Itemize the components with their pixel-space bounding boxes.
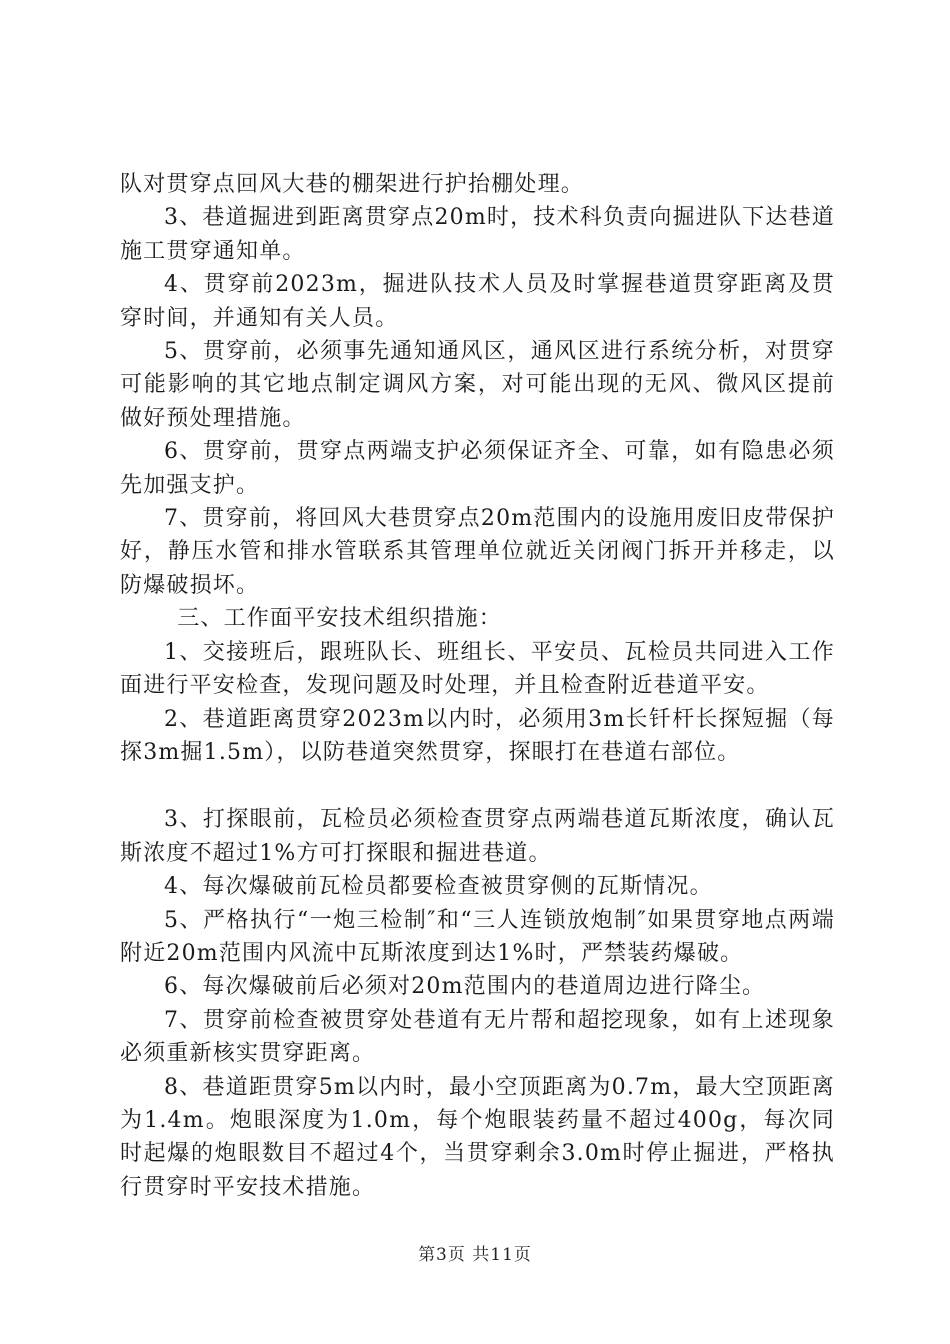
paragraph-measure-8: 8、巷道距贯穿5m以内时，最小空顶距离为0.7m，最大空顶距离为1.4m。炮眼深度为1.0m，每个炮眼装药量不超过400g，每次同时起爆的炮眼数目不超过4个，当贯穿剩余3.0m时停止掘进，严格执行贯穿时平安技术措施。 <box>120 1074 835 1200</box>
paragraph-measure-3: 3、打探眼前，瓦检员必须检查贯穿点两端巷道瓦斯浓度，确认瓦斯浓度不超过1%方可打探眼和掘进巷道。 <box>120 807 835 866</box>
page-number-footer: 第3页 共11页 <box>418 1245 532 1265</box>
paragraph-continuation: 队对贯穿点回风大巷的棚架进行护抬棚处理。 <box>120 172 585 197</box>
section-heading-three: 三、工作面平安技术组织措施： <box>177 606 502 632</box>
document-body <box>120 168 835 1204</box>
paragraph-item-5: 5、贯穿前，必须事先通知通风区，通风区进行系统分析，对贯穿可能影响的其它地点制定调风方案，对可能出现的无风、微风区提前做好预处理措施。 <box>120 339 835 431</box>
paragraph-item-3: 3、巷道掘进到距离贯穿点20m时，技术科负责向掘进队下达巷道施工贯穿通知单。 <box>120 205 835 264</box>
paragraph-measure-7: 7、贯穿前检查被贯穿处巷道有无片帮和超挖现象，如有上述现象必须重新核实贯穿距离。 <box>120 1007 835 1067</box>
paragraph-measure-2: 2、巷道距离贯穿2023m以内时，必须用3m长钎杆长探短掘（每探3m掘1.5m），以防巷道突然贯穿，探眼打在巷道右部位。 <box>120 706 835 765</box>
paragraph-measure-1: 1、交接班后，跟班队长、班组长、平安员、瓦检员共同进入工作面进行平安检查，发现问题及时处理，并且检查附近巷道平安。 <box>120 639 835 699</box>
paragraph-measure-6: 6、每次爆破前后必须对20m范围内的巷道周边进行降尘。 <box>164 974 766 1000</box>
paragraph-measure-4: 4、每次爆破前瓦检员都要检查被贯穿侧的瓦斯情况。 <box>164 874 713 900</box>
paragraph-item-4: 4、贯穿前2023m，掘进队技术人员及时掌握巷道贯穿距离及贯穿时间，并通知有关人员。 <box>120 272 835 331</box>
paragraph-item-6: 6、贯穿前，贯穿点两端支护必须保证齐全、可靠，如有隐患必须先加强支护。 <box>120 439 835 498</box>
paragraph-measure-5: 5、严格执行“一炮三检制″和“三人连锁放炮制″如果贯穿地点两端附近20m范围内风流中瓦斯浓度到达1%时，严禁装药爆破。 <box>120 907 835 966</box>
paragraph-item-7: 7、贯穿前，将回风大巷贯穿点20m范围内的设施用废旧皮带保护好，静压水管和排水管联系其管理单位就近关闭阀门拆开并移走，以防爆破损坏。 <box>120 506 835 598</box>
